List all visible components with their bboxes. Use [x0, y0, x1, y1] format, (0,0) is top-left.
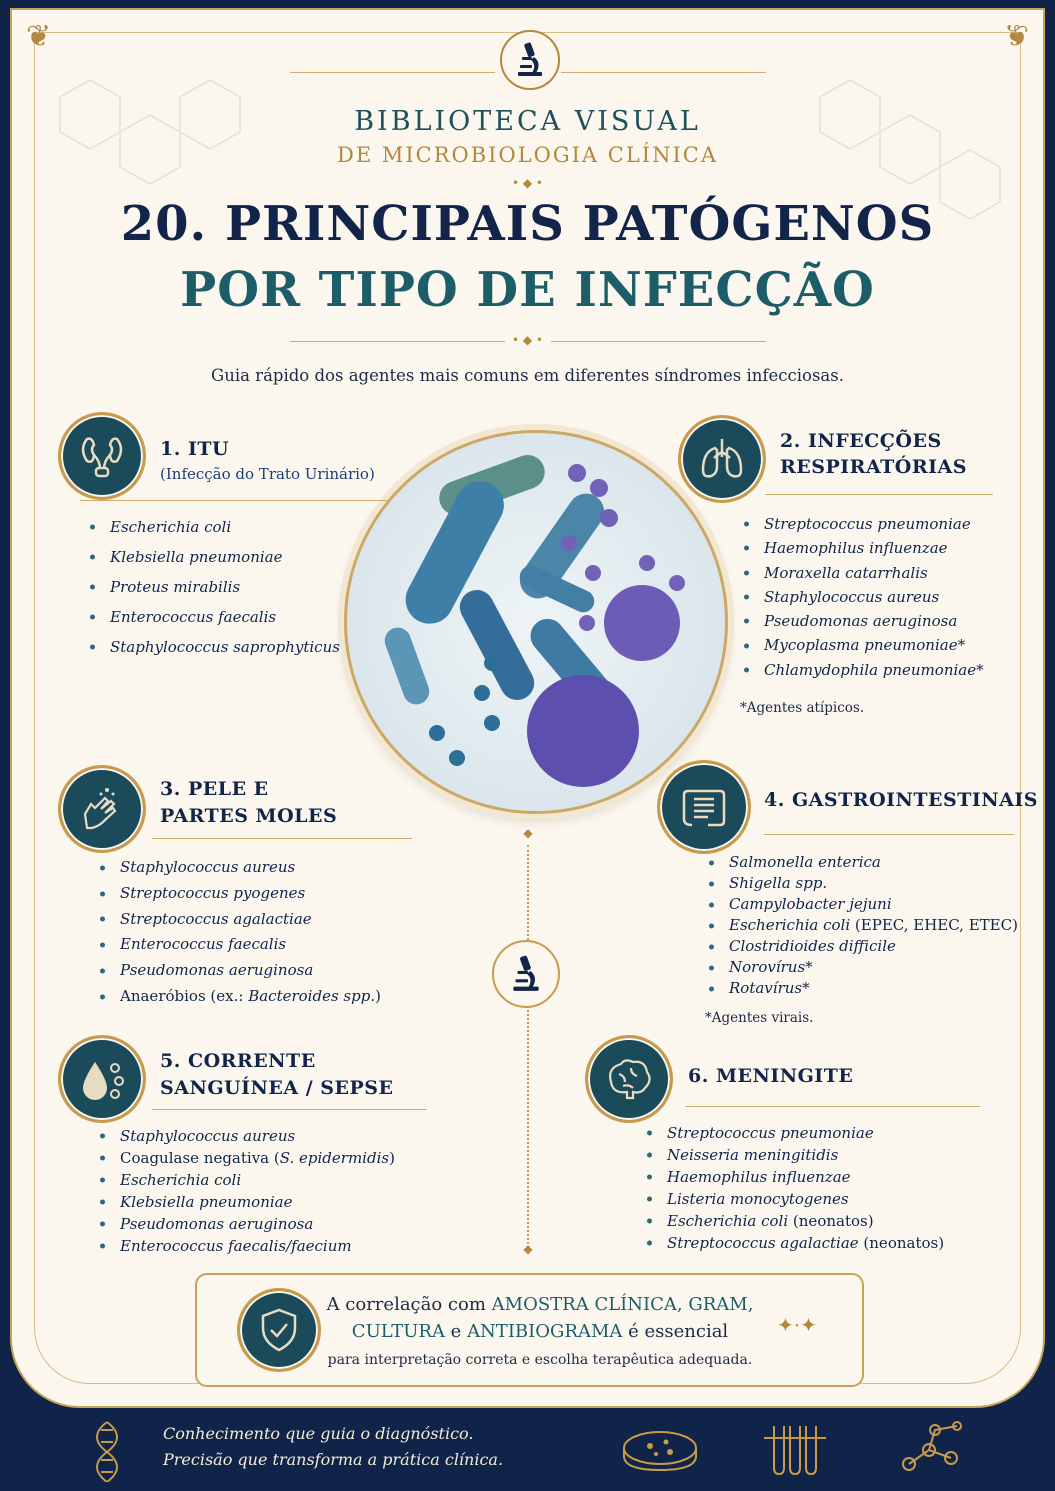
corner-ornament-icon: ❦: [26, 19, 52, 54]
section-skin-rule: [152, 838, 412, 839]
list-item: Neisseria meningitidis: [643, 1144, 944, 1166]
section-gastro-list: [705, 852, 1018, 999]
list-item: Pseudomonas aeruginosa: [96, 1213, 395, 1235]
list-item: Enterococcus faecalis: [86, 602, 340, 632]
library-title-line1: BIBLIOTECA VISUAL: [354, 106, 701, 137]
list-item-detail: (neonatos): [788, 1212, 874, 1230]
list-item: Staphylococcus saprophyticus: [86, 632, 340, 662]
list-item: Shigella spp.: [705, 873, 1018, 894]
list-item: Enterococcus faecalis: [96, 932, 381, 958]
list-item: Clostridioides difficile: [705, 936, 1018, 957]
divider-ornament: ◆: [523, 826, 533, 840]
petri-dish-illustration: [344, 430, 728, 814]
section-gastro-rule: [764, 834, 1014, 835]
bacteria-illustration-icon: [347, 433, 725, 811]
callout-text: é essencial: [622, 1321, 729, 1342]
list-item: Klebsiella pneumoniae: [86, 542, 340, 572]
list-item: Listeria monocytogenes: [643, 1188, 944, 1210]
list-item-species: Bacteroides spp.: [248, 986, 376, 1005]
list-item-detail: (EPEC, EHEC, ETEC): [850, 916, 1018, 934]
divider-ornament: • ◆ •: [511, 176, 543, 190]
section-skin-title-line1: 3. PELE E: [160, 778, 269, 800]
page-title-line1: 20. PRINCIPAIS PATÓGENOS: [120, 196, 935, 252]
section-sepsis-rule: [152, 1109, 427, 1110]
section-skin-title-line2: PARTES MOLES: [160, 805, 338, 827]
list-item: Pseudomonas aeruginosa: [740, 609, 984, 633]
section-itu-list: [86, 512, 340, 662]
section-sepsis-title-line2: SANGUÍNEA / SEPSE: [160, 1077, 394, 1099]
page-subtitle: Guia rápido dos agentes mais comuns em diferentes síndromes infecciosas.: [211, 366, 844, 385]
list-item: Proteus mirabilis: [86, 572, 340, 602]
petri-dish-icon: [620, 1426, 700, 1474]
list-item: Escherichia coli: [96, 1169, 395, 1191]
list-item: [96, 984, 381, 1010]
section-respiratory-rule: [765, 494, 993, 495]
callout-emphasis: ANTIBIOGRAMA: [467, 1321, 623, 1342]
list-item: Moraxella catarrhalis: [740, 561, 984, 585]
callout-line1: [320, 1294, 760, 1315]
section-respiratory-title-line2: RESPIRATÓRIAS: [780, 456, 967, 478]
list-item: Staphylococcus aureus: [740, 585, 984, 609]
callout-emphasis: CULTURA: [351, 1321, 445, 1342]
center-dotted-line: [527, 845, 529, 940]
callout-line3: para interpretação correta e escolha terapêutica adequada.: [327, 1352, 753, 1368]
gastro-icon-badge: [657, 760, 751, 854]
list-item: Rotavírus*: [705, 978, 1018, 999]
header-rule-left: [290, 72, 495, 73]
dna-icon: [92, 1420, 122, 1482]
list-item: [96, 1147, 395, 1169]
section-gastro-note: *Agentes virais.: [705, 1010, 814, 1026]
callout-text: A correlação com: [326, 1294, 492, 1315]
list-item: Norovírus*: [705, 957, 1018, 978]
meningitis-icon-badge: [585, 1035, 673, 1123]
section-itu-subtitle: (Infecção do Trato Urinário): [160, 465, 375, 483]
list-item-species: S. epidermidis: [279, 1149, 390, 1167]
respiratory-icon-badge: [678, 415, 766, 503]
center-dotted-line: [527, 1006, 529, 1244]
footer-line2: Precisão que transforma a prática clínica.: [163, 1450, 504, 1469]
list-item: Pseudomonas aeruginosa: [96, 958, 381, 984]
list-item: [643, 1232, 944, 1254]
list-item: Streptococcus pneumoniae: [740, 512, 984, 536]
sparkle-icon: ✦·✦: [777, 1313, 817, 1337]
library-title-line2: DE MICROBIOLOGIA CLÍNICA: [337, 143, 718, 167]
section-itu-rule: [80, 500, 390, 501]
list-item-suffix: ): [375, 986, 381, 1005]
kidney-icon: [77, 431, 127, 481]
section-meningitis-list: [643, 1122, 944, 1254]
corner-ornament-icon: ❦: [1003, 19, 1029, 54]
section-gastro-title: 4. GASTROINTESTINAIS: [764, 789, 1038, 811]
hand-icon: [77, 784, 127, 834]
skin-icon-badge: [58, 765, 146, 853]
molecule-icon: [895, 1418, 971, 1480]
list-item-prefix: Coagulase negativa (: [120, 1149, 280, 1167]
section-respiratory-title-line1: 2. INFECÇÕES: [780, 430, 942, 452]
section-skin-list: [96, 855, 381, 1010]
list-item-suffix: ): [389, 1149, 395, 1167]
list-item: Chlamydophila pneumoniae*: [740, 658, 984, 682]
list-item-species: Escherichia coli: [667, 1212, 789, 1230]
section-respiratory-note: *Agentes atípicos.: [740, 700, 865, 716]
page-title-line2: POR TIPO DE INFECÇÃO: [180, 262, 875, 318]
section-itu-title: 1. ITU: [160, 438, 230, 460]
list-item: Campylobacter jejuni: [705, 894, 1018, 915]
list-item: Mycoplasma pneumoniae*: [740, 633, 984, 657]
list-item: Staphylococcus aureus: [96, 1125, 395, 1147]
blood-drop-icon: [77, 1054, 127, 1104]
divider-ornament: • ◆ •: [511, 333, 543, 347]
microscope-badge: [500, 30, 560, 90]
list-item: Salmonella enterica: [705, 852, 1018, 873]
section-sepsis-list: [96, 1125, 395, 1257]
brain-icon: [603, 1056, 655, 1102]
section-respiratory-list: [740, 512, 984, 682]
header-rule-right: [561, 72, 766, 73]
list-item: Streptococcus pneumoniae: [643, 1122, 944, 1144]
list-item-prefix: Anaeróbios (ex.:: [120, 986, 249, 1005]
lungs-icon: [697, 434, 747, 484]
list-item: Streptococcus agalactiae: [96, 907, 381, 933]
list-item: Enterococcus faecalis/faecium: [96, 1235, 395, 1257]
list-item: Streptococcus pyogenes: [96, 881, 381, 907]
list-item: Haemophilus influenzae: [740, 536, 984, 560]
intestine-icon: [678, 781, 730, 833]
list-item: Escherichia coli: [86, 512, 340, 542]
list-item-detail: (neonatos): [858, 1234, 945, 1252]
divider-ornament: ◆: [523, 1242, 533, 1256]
list-item: Klebsiella pneumoniae: [96, 1191, 395, 1213]
shield-check-icon: [257, 1306, 301, 1354]
callout-text: e: [444, 1321, 468, 1342]
list-item-species: Escherichia coli: [729, 916, 851, 934]
list-item: Haemophilus influenzae: [643, 1166, 944, 1188]
microscope-icon: [514, 41, 546, 79]
footer: [0, 1408, 1055, 1491]
footer-line1: Conhecimento que guia o diagnóstico.: [163, 1424, 474, 1443]
sepsis-icon-badge: [58, 1035, 146, 1123]
itu-icon-badge: [58, 412, 146, 500]
microscope-icon: [508, 954, 544, 994]
callout-emphasis: AMOSTRA CLÍNICA, GRAM,: [491, 1294, 754, 1315]
center-microscope-badge: [492, 940, 560, 1008]
section-meningitis-title: 6. MENINGITE: [688, 1065, 854, 1087]
section-sepsis-title-line1: 5. CORRENTE: [160, 1050, 316, 1072]
list-item: [705, 915, 1018, 936]
list-item: [643, 1210, 944, 1232]
callout-line2: [320, 1321, 760, 1342]
list-item: Staphylococcus aureus: [96, 855, 381, 881]
list-item-species: Streptococcus agalactiae: [667, 1234, 859, 1252]
section-meningitis-rule: [685, 1106, 980, 1107]
test-tubes-icon: [762, 1418, 828, 1480]
